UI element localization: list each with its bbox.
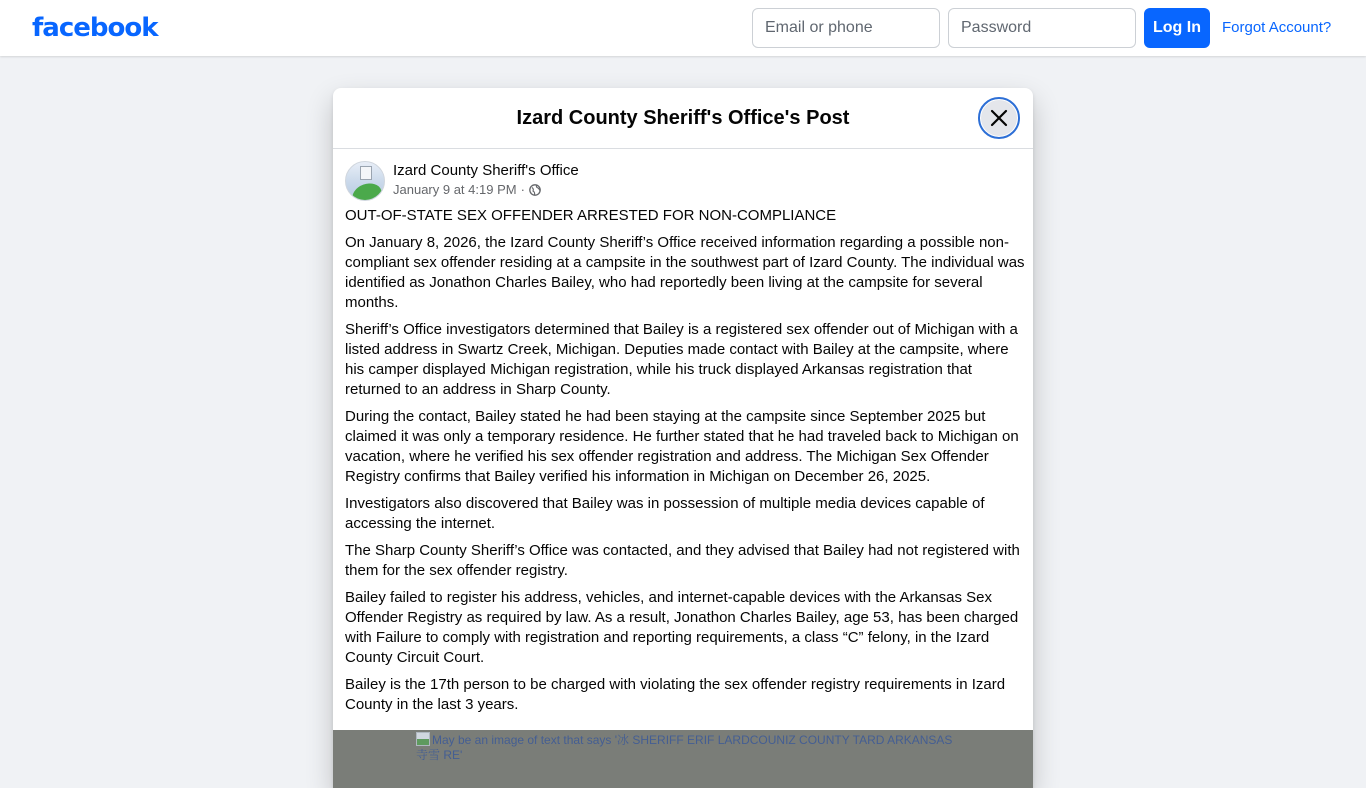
close-icon xyxy=(990,109,1008,127)
avatar-placeholder-icon xyxy=(360,166,372,180)
top-navigation-bar xyxy=(0,0,1366,56)
dialog-header xyxy=(333,88,1033,149)
password-input[interactable] xyxy=(948,8,1136,48)
dialog-title: Izard County Sheriff's Office's Post xyxy=(516,107,850,129)
post-paragraph: During the contact, Bailey stated he had been staying at the campsite since September 2025 but claimed it was only a temporary residence. He further stated that he had traveled back to Michigan on vacation, where he verified his sex offender registration and address. The Michigan Sex Offender Registry confirms that Bailey verified his information in Michigan on December 26, 2025. xyxy=(345,408,1019,485)
forgot-account-link[interactable]: Forgot Account? xyxy=(1222,19,1332,36)
post-image[interactable] xyxy=(333,730,1033,788)
log-in-button[interactable]: Log In xyxy=(1144,8,1210,48)
email-or-phone-input[interactable] xyxy=(752,8,940,48)
post-paragraph: The Sharp County Sheriff’s Office was contacted, and they advised that Bailey had not registered with them for the sex offender registry. xyxy=(345,542,1020,579)
page-name-link[interactable]: Izard County Sheriff's Office xyxy=(393,162,579,179)
post-paragraph: On January 8, 2026, the Izard County Sheriff’s Office received information regarding a possible non-compliant sex offender residing at a campsite in the southwest part of Izard County. The individual was identified as Jonathon Charles Bailey, who had reportedly been living at the campsite for several months. xyxy=(345,234,1025,311)
globe-icon xyxy=(529,184,541,196)
page-avatar[interactable] xyxy=(345,161,385,201)
close-button[interactable] xyxy=(978,97,1020,139)
post-paragraph: Bailey is the 17th person to be charged with violating the sex offender registry requirements in Izard County in the last 3 years. xyxy=(345,676,1006,713)
facebook-logo[interactable]: facebook xyxy=(32,13,158,43)
post-paragraph: Investigators also discovered that Bailey was in possession of multiple media devices capable of accessing the internet. xyxy=(345,495,985,532)
post-headline: OUT-OF-STATE SEX OFFENDER ARRESTED FOR NON-COMPLIANCE xyxy=(345,207,837,224)
post-meta xyxy=(393,161,579,198)
separator-dot: · xyxy=(520,182,525,197)
image-alt-text: May be an image of text that says '冰 SHERIFF ERIF LARDCOUNIZ COUNTY TARD ARKANSAS 寺雪 RE' xyxy=(416,733,953,762)
broken-image-icon xyxy=(416,732,430,746)
post-paragraph: Sheriff’s Office investigators determined that Bailey is a registered sex offender out of Michigan with a listed address in Swartz Creek, Michigan. Deputies made contact with Bailey at the campsite, where his camper displayed Michigan registration, while his truck displayed Arkansas registration that returned to an address in Sharp County. xyxy=(345,321,1018,398)
post-header xyxy=(345,161,579,201)
post-time-row xyxy=(393,182,579,198)
post-dialog xyxy=(333,88,1033,788)
post-paragraph: Bailey failed to register his address, vehicles, and internet-capable devices with the Arkansas Sex Offender Registry as required by law. As a result, Jonathon Charles Bailey, age 53, has been charged with Failure to comply with registration and reporting requirements, a class “C” felony, in the Izard County Circuit Court. xyxy=(345,589,1019,666)
post-timestamp-link[interactable]: January 9 at 4:19 PM xyxy=(393,182,517,197)
post-text xyxy=(345,206,1025,722)
